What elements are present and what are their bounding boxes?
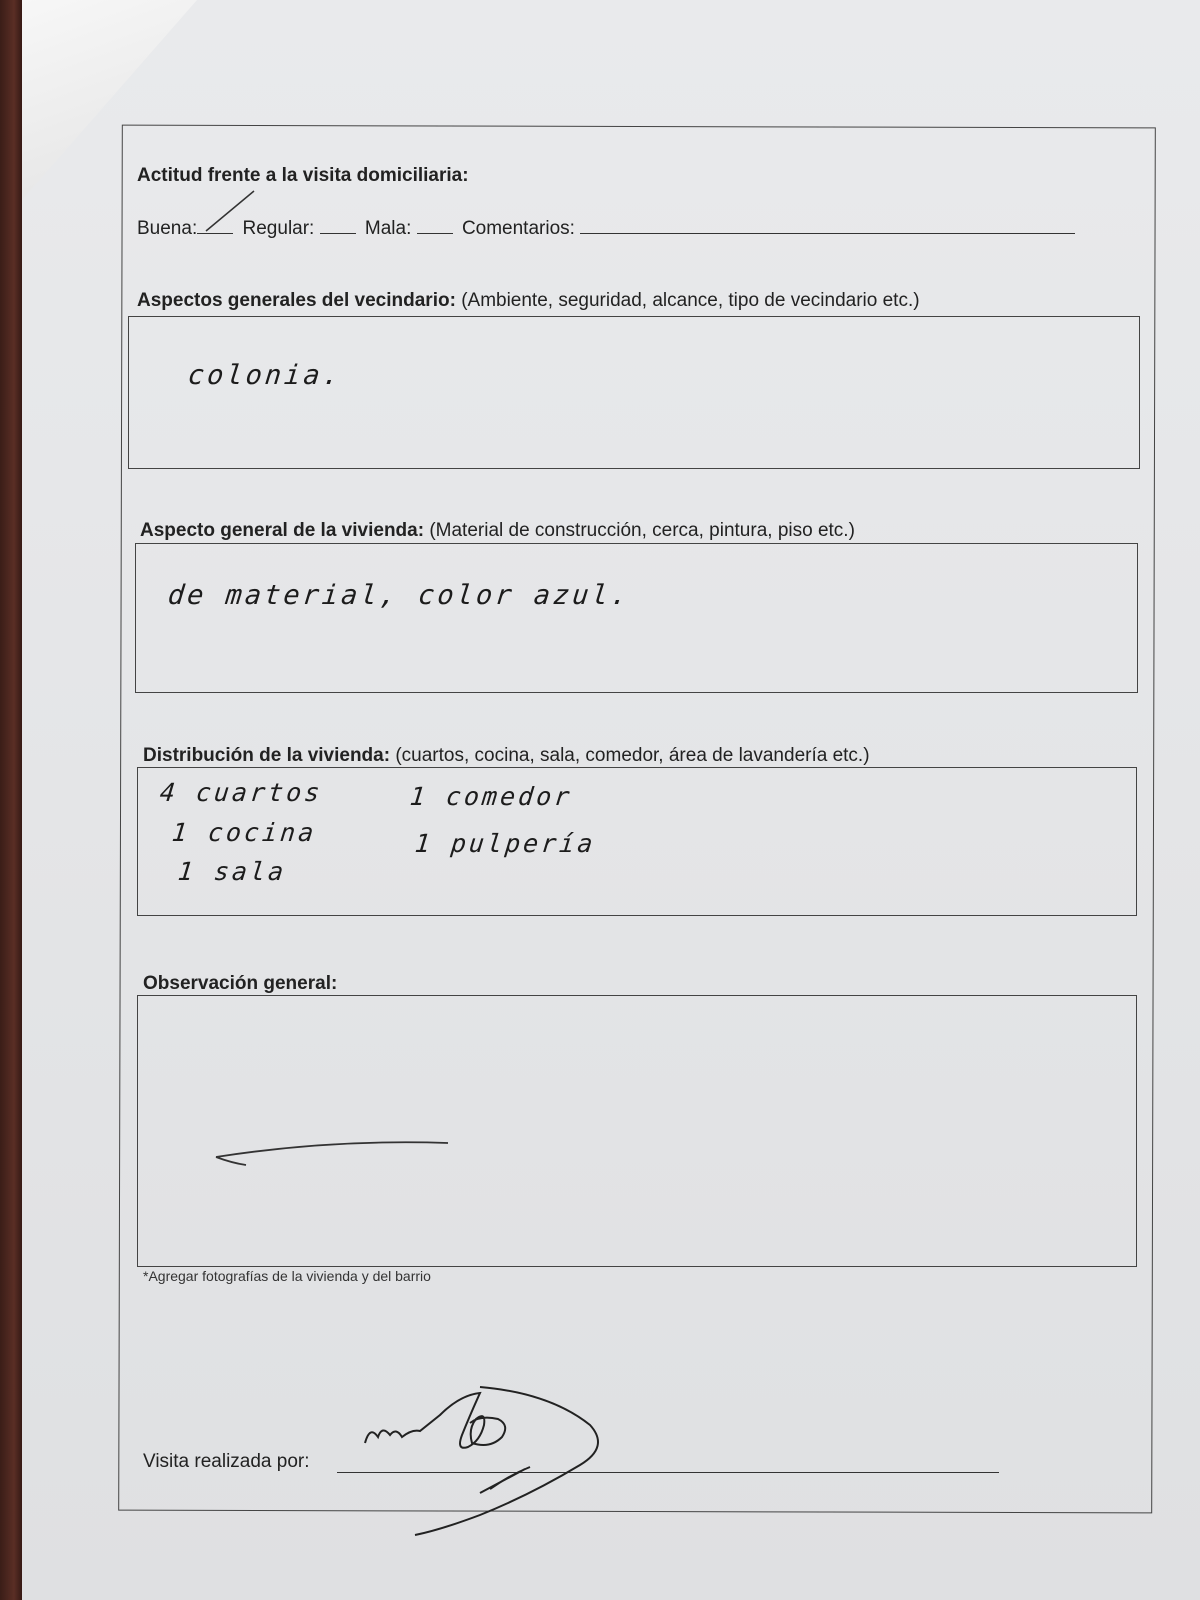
distribution-right-2: 1 pulpería — [413, 829, 598, 858]
buena-check-mark — [200, 185, 260, 245]
housing-aspect-label-bold: Aspecto general de la vivienda: — [140, 520, 425, 541]
neighborhood-label-hint: (Ambiente, seguridad, alcance, tipo de vecindario etc.) — [461, 290, 920, 311]
housing-aspect-label-hint: (Material de construcción, cerca, pintura, piso etc.) — [429, 520, 855, 541]
housing-aspect-label — [140, 520, 855, 542]
option-mala: Mala: — [364, 218, 412, 239]
distribution-right-1: 1 comedor — [408, 782, 574, 811]
visit-label: Visita realizada por: — [143, 1451, 310, 1472]
option-buena: Buena: — [137, 218, 198, 239]
attitude-options — [137, 215, 1075, 240]
signature-scribble — [360, 1385, 660, 1545]
neighborhood-label — [137, 290, 920, 312]
comentarios-line[interactable] — [580, 215, 1075, 234]
distribution-label-bold: Distribución de la vivienda: — [143, 745, 391, 766]
photo-footnote: *Agregar fotografías de la vivienda y del barrio — [143, 1268, 431, 1284]
attitude-title: Actitud frente a la visita domiciliaria: — [137, 165, 469, 186]
neighborhood-box[interactable] — [128, 316, 1140, 469]
housing-aspect-box[interactable] — [135, 543, 1138, 693]
housing-aspect-handwriting: de material, color azul. — [166, 580, 632, 611]
neighborhood-handwriting: colonia. — [186, 360, 344, 391]
option-regular: Regular: — [242, 218, 315, 239]
mala-blank[interactable] — [417, 215, 453, 234]
observation-strike-line — [212, 1135, 452, 1175]
neighborhood-label-bold: Aspectos generales del vecindario: — [137, 290, 456, 311]
distribution-left-3: 1 sala — [176, 857, 288, 886]
distribution-left-2: 1 cocina — [170, 818, 318, 847]
observation-label: Observación general: — [143, 973, 338, 994]
distribution-left-1: 4 cuartos — [158, 778, 324, 807]
distribution-label — [143, 745, 870, 767]
regular-blank[interactable] — [320, 215, 356, 234]
option-comentarios: Comentarios: — [461, 218, 575, 239]
observation-box[interactable] — [137, 995, 1137, 1267]
distribution-label-hint: (cuartos, cocina, sala, comedor, área de lavandería etc.) — [395, 745, 870, 766]
